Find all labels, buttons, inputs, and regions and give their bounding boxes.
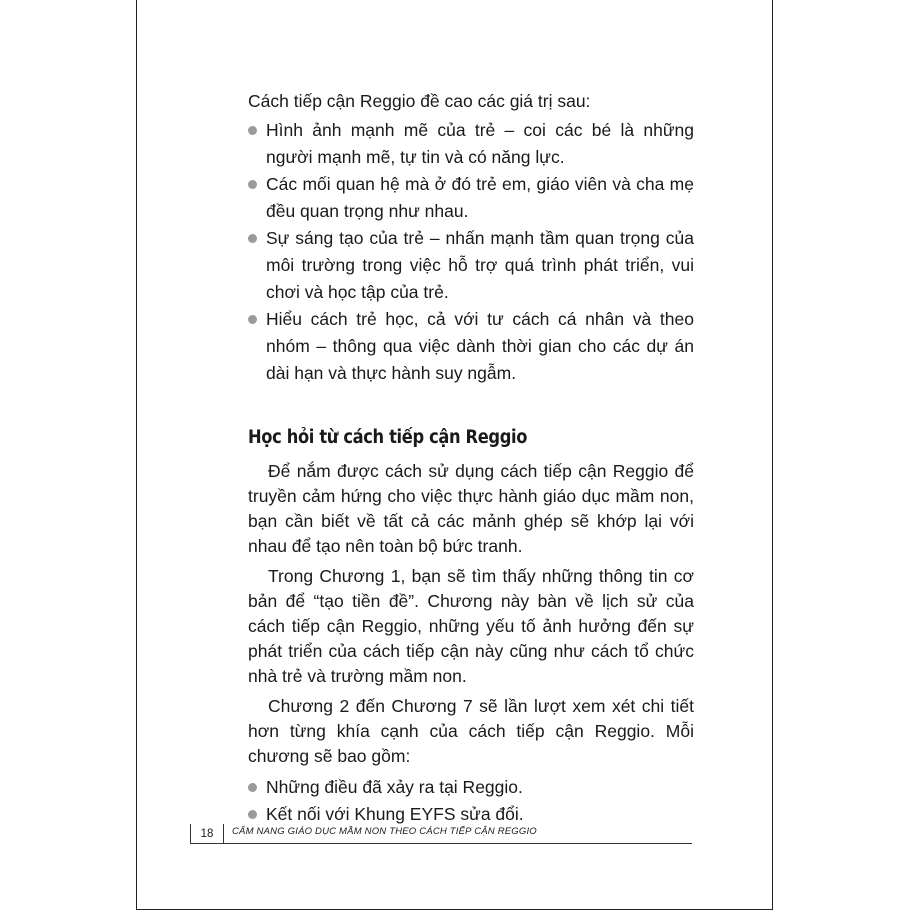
- list-item-text: Hiểu cách trẻ học, cả với tư cách cá nhân và theo nhóm – thông qua việc dành thời gian cho các dự án dài hạn và thực hành suy ngẫm.: [266, 309, 694, 383]
- running-title: CẨM NANG GIÁO DỤC MẦM NON THEO CÁCH TIẾP CẬN REGGIO: [232, 826, 537, 837]
- page-content: [248, 88, 694, 828]
- page-footer: [190, 824, 692, 844]
- section-heading: Học hỏi từ cách tiếp cận Reggio: [248, 427, 528, 448]
- intro-text: Cách tiếp cận Reggio đề cao các giá trị sau:: [248, 91, 591, 111]
- list-item: [248, 225, 694, 306]
- bullet-dot-icon: [248, 126, 257, 135]
- values-list: [248, 117, 694, 387]
- bullet-dot-icon: [248, 810, 257, 819]
- list-item-text: Hình ảnh mạnh mẽ của trẻ – coi các bé là những người mạnh mẽ, tự tin và có năng lực.: [266, 120, 694, 167]
- list-item-text: Các mối quan hệ mà ở đó trẻ em, giáo viên và cha mẹ đều quan trọng như nhau.: [266, 174, 694, 221]
- book-page: [136, 0, 773, 910]
- list-item-text: Sự sáng tạo của trẻ – nhấn mạnh tầm quan trọng của môi trường trong việc hỗ trợ quá trình phát triển, vui chơi và học tập của trẻ.: [266, 228, 694, 302]
- list-item-text: Những điều đã xảy ra tại Reggio.: [266, 777, 523, 797]
- bullet-dot-icon: [248, 315, 257, 324]
- page-number: 18: [190, 824, 224, 844]
- list-item-text: Kết nối với Khung EYFS sửa đổi.: [266, 804, 524, 824]
- list-item: [248, 306, 694, 387]
- footer-rule: [190, 843, 692, 844]
- list-item: [248, 171, 694, 225]
- bullet-dot-icon: [248, 180, 257, 189]
- bullet-dot-icon: [248, 783, 257, 792]
- chapter-list: [248, 774, 694, 828]
- bullet-dot-icon: [248, 234, 257, 243]
- paragraph: Chương 2 đến Chương 7 sẽ lần lượt xem xét chi tiết hơn từng khía cạnh của cách tiếp cận Reggio. Mỗi chương sẽ bao gồm:: [248, 696, 694, 766]
- list-item: [248, 774, 694, 801]
- paragraph: Để nắm được cách sử dụng cách tiếp cận Reggio để truyền cảm hứng cho việc thực hành giáo dục mầm non, bạn cần biết về tất cả các mảnh ghép sẽ khớp lại với nhau để tạo nên toàn bộ bức tranh.: [248, 461, 694, 556]
- paragraph: Trong Chương 1, bạn sẽ tìm thấy những thông tin cơ bản để “tạo tiền đề”. Chương này bàn về lịch sử của cách tiếp cận Reggio, những yếu tố ảnh hưởng đến sự phát triển của cách tiếp cận này cũng như cách tổ chức nhà trẻ và trường mầm non.: [248, 566, 694, 686]
- list-item: [248, 117, 694, 171]
